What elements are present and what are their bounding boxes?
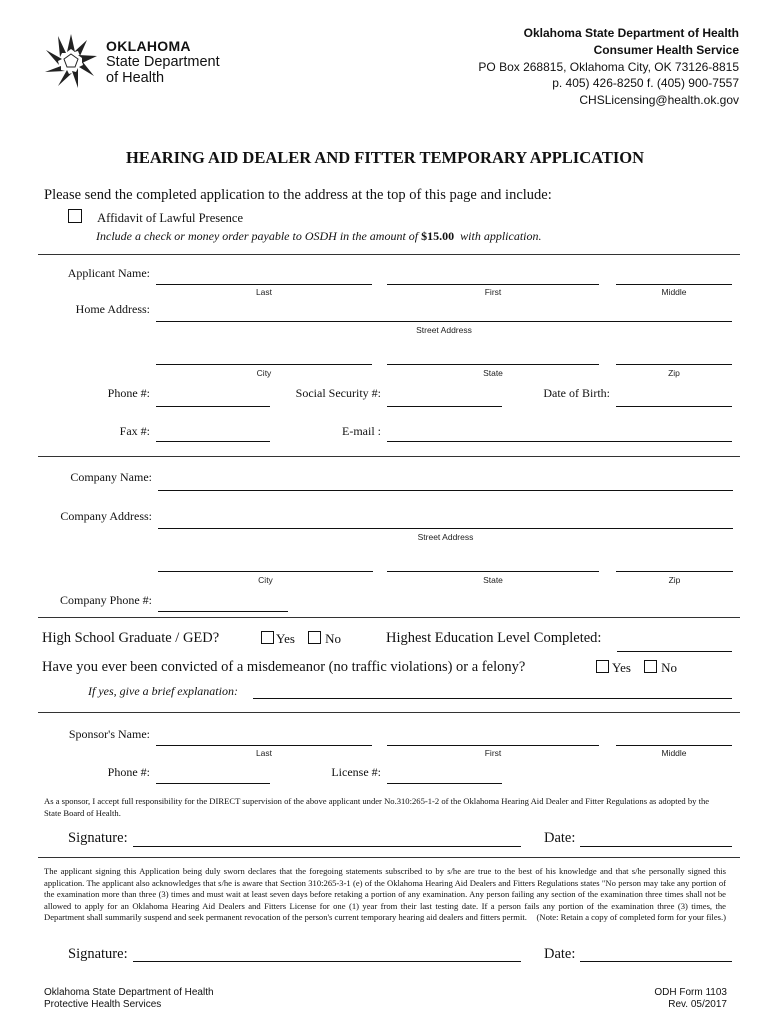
dob-label: Date of Birth: bbox=[543, 386, 610, 400]
home-state-caption: State bbox=[483, 368, 503, 378]
home-zip-field[interactable] bbox=[616, 364, 732, 365]
section-divider bbox=[38, 456, 740, 457]
applicant-middle-caption: Middle bbox=[661, 287, 687, 297]
section-divider bbox=[38, 857, 740, 858]
fax-label: Fax #: bbox=[119, 424, 150, 438]
sponsor-last-caption: Last bbox=[255, 748, 273, 758]
applicant-date-field[interactable] bbox=[580, 961, 732, 962]
affidavit-label: Affidavit of Lawful Presence bbox=[97, 211, 244, 225]
company-zip-caption: Zip bbox=[668, 575, 681, 585]
fee-amount: $15.00 bbox=[421, 229, 455, 243]
sponsor-license-field[interactable] bbox=[387, 783, 502, 784]
sponsor-phone-field[interactable] bbox=[156, 783, 270, 784]
affidavit-item bbox=[68, 209, 243, 226]
company-phone-field[interactable] bbox=[158, 611, 288, 612]
agency-logo bbox=[42, 32, 242, 90]
sponsor-first-caption: First bbox=[484, 748, 502, 758]
applicant-name-label: Applicant Name: bbox=[67, 266, 150, 280]
company-name-label: Company Name: bbox=[70, 470, 152, 484]
conviction-options bbox=[596, 660, 677, 676]
footer-agency: Oklahoma State Department of Health bbox=[44, 987, 214, 998]
sponsor-last-field[interactable] bbox=[156, 745, 372, 746]
agency-service: Consumer Health Service bbox=[593, 43, 739, 57]
applicant-phone-field[interactable] bbox=[156, 406, 270, 407]
home-city-field[interactable] bbox=[156, 364, 372, 365]
declaration-text: The applicant signing this Application being duly sworn declares that the foregoing statements subscribed to by s/he are true to the best of his knowledge and that s/he personally signed this application. The applicant also acknowledges that s/he is aware that Section 310:265-3-1 (e) of the Oklahoma Hearing Aid Dealers and Fitters Regulations states "No person may take any portion of the examination more than three (3) times and must wait at least seven days before retaking a portion of any examination. Any person failing any section of the examination three times shall not be allowed to apply for an Oklahoma Hearing Aid Dealers and Fitters License for one (1) year from their last testing date. If a person fails any portion of the examination three (3) times, the Department shall summarily suspend and seek permanent revocation of the person's current temporary hearing aid dealers and fitters permit. bbox=[44, 866, 726, 922]
company-state-field[interactable] bbox=[387, 571, 599, 572]
company-city-field[interactable] bbox=[158, 571, 373, 572]
sponsor-middle-field[interactable] bbox=[616, 745, 732, 746]
applicant-signature-label: Signature: bbox=[68, 946, 128, 962]
sponsor-date-field[interactable] bbox=[580, 846, 732, 847]
logo-line2: State Department bbox=[106, 54, 220, 70]
affidavit-checkbox[interactable] bbox=[68, 209, 82, 223]
company-phone-label: Company Phone #: bbox=[60, 593, 152, 607]
form-title: HEARING AID DEALER AND FITTER TEMPORARY APPLICATION bbox=[125, 148, 644, 167]
footer-form-number: ODH Form 1103 bbox=[654, 987, 727, 998]
agency-phone-fax: p. 405) 426-8250 f. (405) 900-7557 bbox=[552, 76, 739, 90]
sponsor-middle-caption: Middle bbox=[661, 748, 687, 758]
company-city-caption: City bbox=[258, 575, 273, 585]
home-city-caption: City bbox=[256, 368, 272, 378]
conviction-no-label: No bbox=[661, 660, 678, 675]
conviction-yes-label: Yes bbox=[612, 660, 631, 675]
conviction-question-label: Have you ever been convicted of a misdemeanor (no traffic violations) or a felony? bbox=[42, 659, 526, 675]
agency-address: PO Box 268815, Oklahoma City, OK 73126-8815 bbox=[478, 60, 739, 74]
sponsor-statement: As a sponsor, I accept full responsibility for the DIRECT supervision of the above applicant under No.310:265-1-2 of the Oklahoma Hearing Aid Dealer and Fitter Regulations as adopted by the State Board of Health. bbox=[44, 796, 710, 818]
sponsor-first-field[interactable] bbox=[387, 745, 599, 746]
sponsor-date-label: Date: bbox=[544, 830, 576, 846]
home-street-field[interactable] bbox=[156, 321, 732, 322]
sponsor-phone-label: Phone #: bbox=[107, 765, 150, 779]
agency-name: Oklahoma State Department of Health bbox=[523, 26, 739, 40]
company-name-field[interactable] bbox=[158, 490, 733, 491]
home-zip-caption: Zip bbox=[668, 368, 680, 378]
home-street-caption: Street Address bbox=[416, 325, 472, 335]
conviction-no-checkbox[interactable] bbox=[644, 660, 657, 673]
home-state-field[interactable] bbox=[387, 364, 599, 365]
applicant-phone-label: Phone #: bbox=[107, 386, 150, 400]
applicant-signature-field[interactable] bbox=[133, 961, 521, 962]
fee-note bbox=[96, 229, 542, 244]
section-divider bbox=[38, 617, 740, 618]
hs-options bbox=[261, 631, 341, 647]
company-street-field[interactable] bbox=[158, 528, 733, 529]
section-divider bbox=[38, 712, 740, 713]
company-address-label: Company Address: bbox=[60, 509, 152, 523]
applicant-first-field[interactable] bbox=[387, 284, 599, 285]
company-street-caption: Street Address bbox=[417, 532, 474, 542]
hs-question-label: High School Graduate / GED? bbox=[42, 630, 220, 646]
star-logo-icon bbox=[42, 32, 100, 90]
hs-yes-label: Yes bbox=[276, 631, 295, 646]
email-label: E-mail : bbox=[342, 424, 381, 438]
applicant-first-caption: First bbox=[484, 287, 502, 297]
agency-email: CHSLicensing@health.ok.gov bbox=[579, 93, 739, 107]
email-field[interactable] bbox=[387, 441, 732, 442]
applicant-last-field[interactable] bbox=[156, 284, 372, 285]
home-address-label: Home Address: bbox=[75, 302, 150, 316]
sponsor-license-label: License #: bbox=[331, 765, 381, 779]
company-state-caption: State bbox=[483, 575, 503, 585]
applicant-declaration bbox=[44, 866, 726, 924]
hs-yes-checkbox[interactable] bbox=[261, 631, 274, 644]
explain-label: If yes, give a brief explanation: bbox=[88, 684, 238, 698]
sponsor-signature-label: Signature: bbox=[68, 830, 128, 846]
ssn-field[interactable] bbox=[387, 406, 502, 407]
sponsor-signature-field[interactable] bbox=[133, 846, 521, 847]
explain-field[interactable] bbox=[253, 698, 732, 699]
applicant-date-label: Date: bbox=[544, 946, 576, 962]
conviction-yes-checkbox[interactable] bbox=[596, 660, 609, 673]
footer-revision: Rev. 05/2017 bbox=[668, 999, 727, 1010]
applicant-last-caption: Last bbox=[255, 287, 273, 297]
hs-no-checkbox[interactable] bbox=[308, 631, 321, 644]
logo-line3: of Health bbox=[106, 70, 165, 86]
logo-line1: OKLAHOMA bbox=[106, 38, 191, 54]
fax-field[interactable] bbox=[156, 441, 270, 442]
fee-note-post: with application. bbox=[460, 229, 542, 243]
hs-no-label: No bbox=[325, 631, 342, 646]
sponsor-name-label: Sponsor's Name: bbox=[68, 727, 150, 741]
applicant-middle-field[interactable] bbox=[616, 284, 732, 285]
ssn-label: Social Security #: bbox=[295, 386, 381, 400]
fee-note-pre: Include a check or money order payable to OSDH in the amount of bbox=[96, 229, 419, 243]
footer-division: Protective Health Services bbox=[44, 999, 162, 1010]
highest-education-label: Highest Education Level Completed: bbox=[386, 630, 602, 646]
dob-field[interactable] bbox=[616, 406, 732, 407]
highest-education-field[interactable] bbox=[617, 651, 732, 652]
instructions-intro: Please send the completed application to the address at the top of this page and include: bbox=[44, 187, 552, 203]
declaration-note: (Note: Retain a copy of completed form for your files.) bbox=[536, 912, 726, 922]
company-zip-field[interactable] bbox=[616, 571, 733, 572]
section-divider bbox=[38, 254, 740, 255]
